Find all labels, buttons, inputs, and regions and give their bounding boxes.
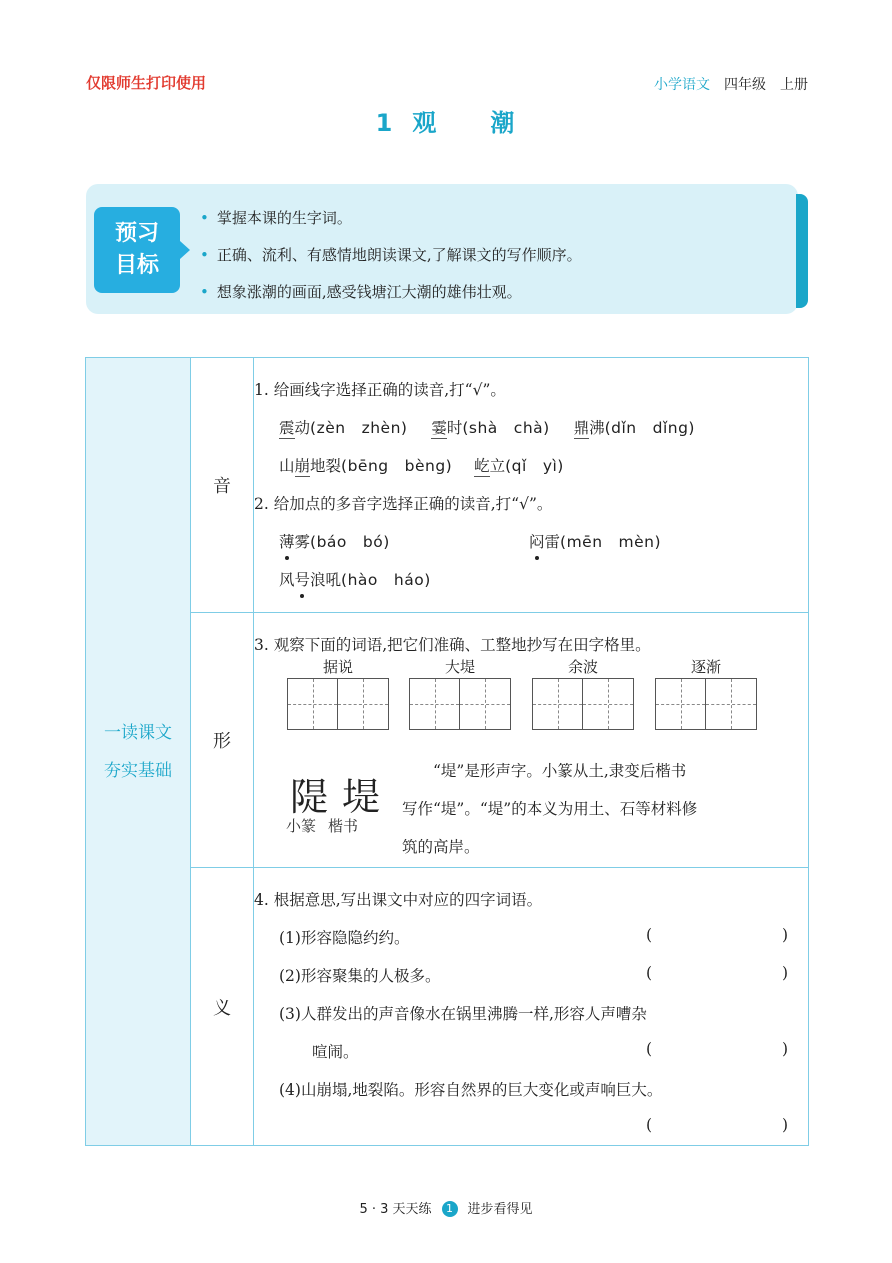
question-4: 4. 根据意思,写出课文中对应的四字词语。 — [254, 891, 543, 909]
writing-grid-2 — [409, 656, 511, 730]
q4-item-1: (1)形容隐隐约约。 — [279, 929, 410, 947]
goal-item: • 正确、流利、有感情地朗读课文,了解课文的写作顺序。 — [200, 246, 582, 264]
evolution-captions: 小篆 楷书 — [286, 817, 359, 835]
q1-row-1: 震动(zèn zhèn) 霎时(shà chà) 鼎沸(dǐn dǐng) — [279, 419, 695, 437]
lesson-title — [0, 103, 892, 138]
q4-item-3: (3)人群发出的声音像水在锅里沸腾一样,形容人声嘈杂 — [279, 1005, 647, 1023]
title-char-2: 潮 — [490, 109, 517, 137]
goal-item: • 想象涨潮的画面,感受钱塘江大潮的雄伟壮观。 — [200, 283, 522, 301]
grid-word-label: 逐渐 — [690, 658, 721, 676]
goals-tab-decoration — [796, 194, 808, 308]
lesson-number: 1 — [375, 109, 395, 137]
q2-item-3: 风号浪吼(hào háo) — [279, 571, 431, 589]
q2-item-2: 闷雷(mēn mèn) — [529, 533, 662, 551]
section-side-label: 一读课文 夯实基础 — [86, 358, 191, 1146]
tian-grid[interactable] — [655, 678, 757, 730]
page-footer — [0, 1198, 892, 1217]
question-1: 1. 给画线字选择正确的读音,打“√”。 — [254, 381, 506, 399]
category-form: 形 — [191, 613, 254, 868]
writing-grid-1 — [287, 656, 389, 730]
bullet-icon: • — [200, 246, 209, 264]
bullet-icon: • — [200, 209, 209, 227]
writing-grid-4 — [655, 656, 757, 730]
answer-blank-open[interactable]: ( — [646, 926, 653, 944]
question-3: 3. 观察下面的词语,把它们准确、工整地抄写在田字格里。 — [254, 636, 651, 654]
print-notice: 仅限师生打印使用 — [86, 74, 207, 92]
footer-slogan: 进步看得见 — [467, 1202, 533, 1217]
bullet-icon: • — [200, 283, 209, 301]
goals-list — [200, 200, 582, 311]
writing-grid-3 — [532, 656, 634, 730]
tian-grid[interactable] — [532, 678, 634, 730]
answer-blank-close: ) — [782, 1040, 789, 1058]
tian-grid[interactable] — [287, 678, 389, 730]
answer-blank-close: ) — [782, 926, 789, 944]
goals-badge-line2: 目标 — [114, 253, 159, 278]
grid-word-label: 余波 — [567, 658, 598, 676]
title-char-1: 观 — [412, 109, 439, 137]
answer-blank-open[interactable]: ( — [646, 1040, 653, 1058]
goal-item: • 掌握本课的生字词。 — [200, 209, 352, 227]
q4-item-2: (2)形容聚集的人极多。 — [279, 967, 441, 985]
subject-label: 小学语文 — [654, 77, 710, 93]
meaning-section — [254, 868, 809, 1146]
q2-item-1: 薄雾(báo bó) — [279, 533, 390, 551]
category-sound: 音 — [191, 358, 254, 613]
answer-blank-close: ) — [782, 1116, 789, 1134]
grid-word-label: 大堤 — [444, 658, 475, 676]
answer-blank-open[interactable]: ( — [646, 1116, 653, 1134]
regular-script-glyph: 堤 — [342, 775, 395, 819]
book-info — [654, 74, 808, 94]
character-explanation: “堤”是形声字。小篆从土,隶变后楷书 写作“堤”。“堤”的本义为用土、石等材料修 筑的高岸。 — [402, 762, 698, 856]
footer-brand: 5 · 3 天天练 — [359, 1202, 432, 1217]
grade-label: 四年级 — [724, 77, 766, 93]
answer-blank-close: ) — [782, 964, 789, 982]
goals-badge-line1: 预习 — [114, 221, 159, 246]
sound-section — [254, 358, 809, 613]
character-evolution — [290, 766, 394, 821]
answer-blank-open[interactable]: ( — [646, 964, 653, 982]
question-2: 2. 给加点的多音字选择正确的读音,打“√”。 — [254, 495, 553, 513]
q1-row-2: 山崩地裂(bēng bèng) 屹立(qǐ yì) — [279, 457, 564, 475]
q4-item-3-cont: 喧闹。 — [312, 1043, 359, 1061]
seal-script-glyph: 隄 — [290, 775, 343, 819]
goals-badge — [94, 207, 180, 293]
grid-word-label: 据说 — [322, 658, 353, 676]
volume-label: 上册 — [780, 77, 808, 93]
category-meaning: 义 — [191, 868, 254, 1146]
page-number-badge: 1 — [442, 1201, 458, 1217]
tian-grid[interactable] — [409, 678, 511, 730]
q4-item-4: (4)山崩塌,地裂陷。形容自然界的巨大变化或声响巨大。 — [279, 1081, 663, 1099]
